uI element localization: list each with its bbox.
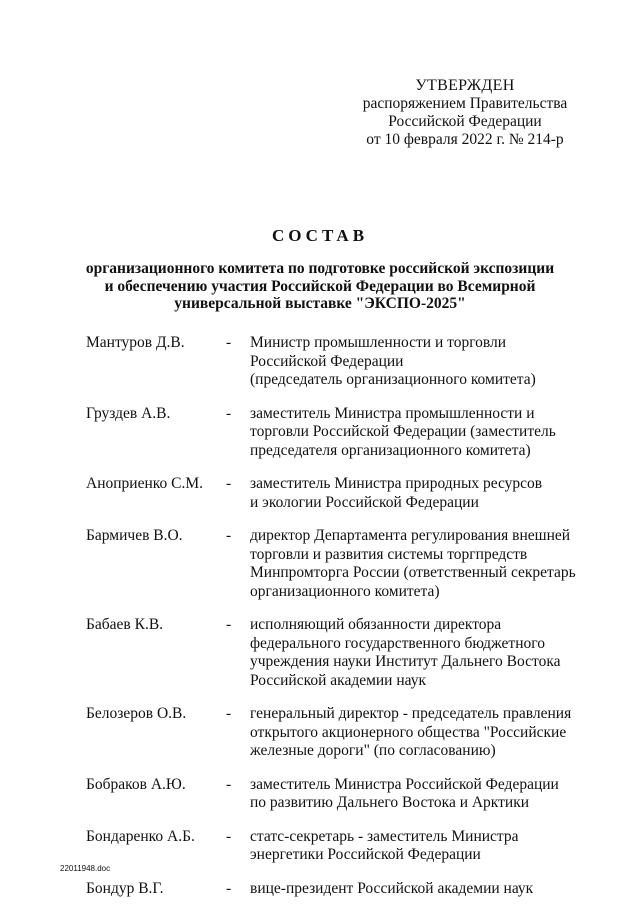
member-row [86, 475, 586, 512]
member-dash: - [226, 705, 232, 722]
member-role-line: председателя организационного комитета) [250, 441, 531, 459]
member-role [250, 880, 572, 899]
member-dash: - [226, 775, 232, 793]
approval-line: распоряжением Правительства [362, 95, 568, 112]
member-dash: - [226, 827, 232, 845]
member-role-line: статс-секретарь - заместитель Министра [250, 827, 519, 845]
member-name: Бабаев К.В. [86, 616, 164, 633]
member-dash: - [226, 616, 232, 633]
member-role-line: торговли и развития системы торгпредств [250, 545, 528, 563]
member-name: Мантуров Д.В. [86, 334, 185, 351]
member-role-line: федерального государственного бюджетного [250, 634, 545, 652]
members-list [86, 334, 586, 913]
member-role [250, 527, 576, 601]
member-name: Белозеров О.В. [86, 705, 187, 722]
member-role [250, 776, 572, 813]
member-name: Бондур В.Г. [86, 879, 164, 897]
member-role-line: Российской академии наук [250, 671, 427, 689]
member-role-line: вице-президент Российской академии наук [250, 879, 534, 897]
approval-date-number: от 10 февраля 2022 г. № 214-р [366, 131, 564, 148]
member-role [250, 705, 572, 761]
member-row [86, 705, 586, 761]
member-row [86, 616, 586, 690]
subtitle-line: организационного комитета по подготовке российской экспозиции [85, 260, 555, 277]
member-row [86, 405, 586, 461]
member-role [250, 475, 572, 512]
member-role-line: Министр промышленности и торговли [250, 334, 507, 351]
member-role-line: и экологии Российской Федерации [250, 493, 479, 511]
member-role-line: директор Департамента регулирования внешней [250, 527, 571, 544]
member-name: Бармичев В.О. [86, 527, 183, 544]
member-name: Груздев А.В. [86, 404, 171, 422]
file-reference: 22011948.doc [60, 864, 111, 873]
member-row [86, 828, 586, 865]
member-role-line: по развитию Дальнего Востока и Арктики [250, 794, 530, 811]
member-row [86, 527, 586, 601]
document-title: СОСТАВ [271, 226, 369, 245]
document-subtitle [60, 260, 580, 313]
approval-heading: УТВЕРЖДЕН [415, 77, 515, 94]
member-role-line: торговли Российской Федерации (заместитель [250, 423, 556, 440]
member-dash: - [226, 404, 232, 422]
member-role-line: открытого акционерного общества "Российские [250, 723, 567, 741]
member-role-line: заместитель Министра промышленности и [250, 404, 535, 422]
document-title-block [60, 226, 580, 313]
approval-line: Российской Федерации [388, 113, 542, 130]
subtitle-line: универсальной выставке "ЭКСПО-2025" [174, 295, 466, 312]
member-name: Бондаренко А.Б. [86, 827, 195, 845]
member-role-line: Минпромторга России (ответственный секретарь [250, 564, 576, 581]
approval-block [355, 77, 575, 149]
member-role-line: генеральный директор - председатель правления [250, 705, 572, 722]
member-name: Аноприенко С.М. [86, 475, 203, 492]
member-role [250, 828, 572, 865]
member-role-line: заместитель Министра природных ресурсов [250, 475, 543, 492]
member-role-line: учреждения науки Институт Дальнего Востока [250, 653, 561, 670]
member-row [86, 880, 586, 899]
member-role-line: заместитель Министра Российской Федерации [250, 775, 559, 793]
member-dash: - [226, 527, 232, 544]
member-role-line: (председатель организационного комитета) [250, 371, 536, 388]
member-role-line: исполняющий обязанности директора [250, 616, 502, 633]
member-dash: - [226, 334, 232, 351]
member-dash: - [226, 879, 232, 897]
member-role-line: энергетики Российской Федерации [250, 846, 481, 863]
member-role [250, 334, 572, 390]
member-role [250, 616, 572, 690]
member-dash: - [226, 475, 232, 492]
subtitle-line: и обеспечению участия Российской Федерации во Всемирной [104, 277, 536, 295]
member-role-line: Российской Федерации [250, 352, 404, 370]
member-role-line: железные дороги" (по согласованию) [250, 742, 496, 759]
member-name: Бобраков А.Ю. [86, 775, 186, 793]
member-row [86, 334, 586, 390]
member-role [250, 405, 572, 461]
member-role-line: организационного комитета) [250, 582, 440, 600]
member-row [86, 776, 586, 813]
